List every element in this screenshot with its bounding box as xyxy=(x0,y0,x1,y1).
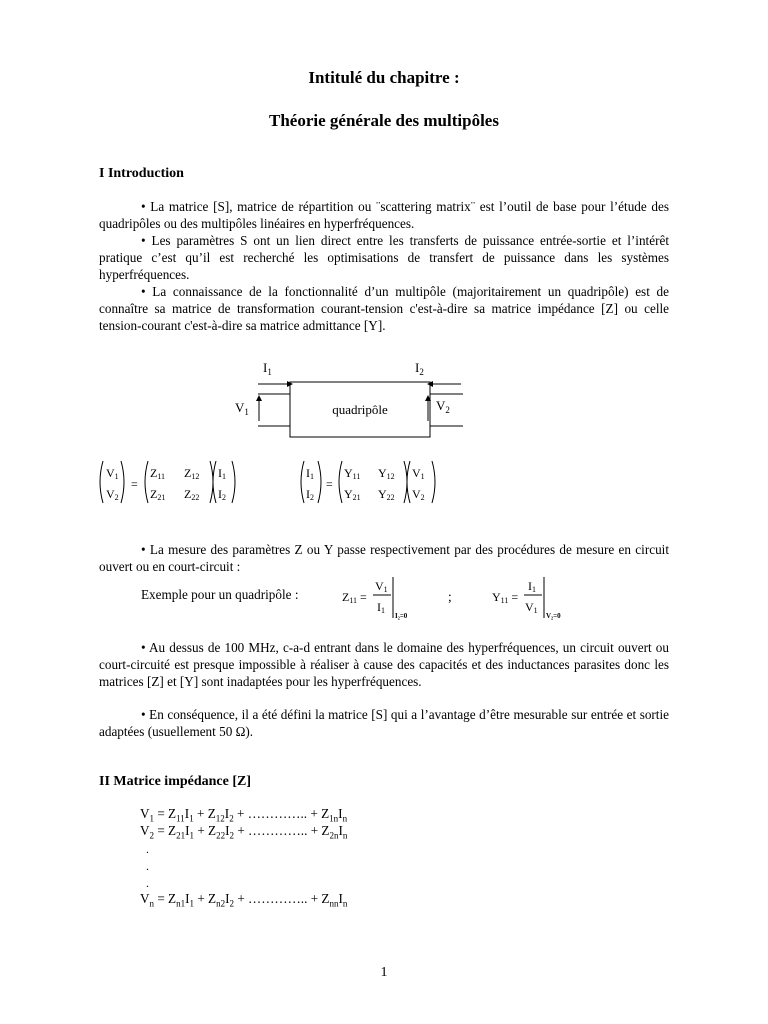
fraction-numerator: V1 xyxy=(375,579,388,594)
z-rhs-1: I1 xyxy=(218,466,226,481)
impedance-equation-n: $V_n = Z_{n1}I_1 + Z_{n2}I_2$ + ………….. + $Z_{nn}I_n$ xyxy=(140,891,348,909)
y11-cell: Y11 xyxy=(344,466,361,481)
fraction-denominator: V1 xyxy=(525,600,538,615)
ellipsis-dot: . xyxy=(146,842,149,856)
chapter-title: Théorie générale des multipôles xyxy=(269,111,499,130)
z22-cell: Z22 xyxy=(184,487,200,502)
bullet-paragraph: • En conséquence, il a été défini la matrice [S] qui a l’avantage d’être mesurable sur entrée et sortie adaptées (usuellement 50 Ω). xyxy=(99,707,669,739)
ellipsis-dot: . xyxy=(146,876,149,890)
impedance-equation-2: $V_2 = Z_{21}I_1 + Z_{22}I_2$ + ………….. + $Z_{2n}I_n$ xyxy=(140,823,348,841)
z11-cell: Z11 xyxy=(150,466,166,481)
y11-measure-formula xyxy=(490,574,575,622)
example-label: Exemple pour un quadripôle : xyxy=(141,587,299,602)
condition-i2-zero: I₂=0 xyxy=(395,612,408,620)
y-lhs-1: I1 xyxy=(306,466,314,481)
quadripole-diagram xyxy=(225,355,475,445)
section-heading-introduction: I Introduction xyxy=(99,166,184,181)
equals-sign: = xyxy=(326,477,333,491)
bullet-paragraph: • Au dessus de 100 MHz, c-a-d entrant dans le domaine des hyperfréquences, un circuit ouvert ou court-circuité est presque impossible à réaliser à cause des capacités et des inductances parasites donc les matrices [Z] et [Y] sont inadaptées pour les hyperfréquences. xyxy=(99,640,669,689)
bullet-paragraph: • Les paramètres S ont un lien direct entre les transferts de puissance entrée-sortie et l’intérêt pratique c’est qu’il est recherché les optimisations de transfert de puissance dans les systèmes hyperfréquences. xyxy=(99,233,669,282)
z-rhs-2: I2 xyxy=(218,487,226,502)
z11-lhs: Z11 = xyxy=(342,590,367,605)
z12-cell: Z12 xyxy=(184,466,200,481)
section-heading-impedance: II Matrice impédance [Z] xyxy=(99,774,252,789)
measure-paragraph xyxy=(99,541,669,575)
voltage-v1-arrowhead xyxy=(256,395,262,401)
y-matrix-equation xyxy=(298,458,448,506)
intro-paragraphs xyxy=(99,198,669,334)
chapter-label: Intitulé du chapitre : xyxy=(308,68,460,87)
ellipsis-dot: . xyxy=(146,859,149,873)
quadripole-label: quadripôle xyxy=(332,402,388,417)
fraction-denominator: I1 xyxy=(377,600,385,615)
impedance-equation-1: $V_1 = Z_{11}I_1 + Z_{12}I_2$ + ………….. + $Z_{1n}I_n$ xyxy=(140,806,348,824)
label-v1: $V_1$ xyxy=(235,400,249,417)
paragraph-s-matrix xyxy=(99,706,669,740)
y-rhs-2: V2 xyxy=(412,487,425,502)
label-v2: $V_2$ xyxy=(436,398,450,415)
y22-cell: Y22 xyxy=(378,487,395,502)
y12-cell: Y12 xyxy=(378,466,395,481)
fraction-numerator: I1 xyxy=(528,579,536,594)
separator: ; xyxy=(448,589,452,604)
z-lhs-1: V1 xyxy=(106,466,119,481)
equals-sign: = xyxy=(131,477,138,491)
bullet-paragraph: • La mesure des paramètres Z ou Y passe respectivement par des procédures de mesure en circuit ouvert ou en court-circuit : xyxy=(99,542,669,574)
label-i2: $I_2$ xyxy=(415,360,424,377)
y21-cell: Y21 xyxy=(344,487,361,502)
z-lhs-2: V2 xyxy=(106,487,119,502)
bullet-paragraph: • La matrice [S], matrice de répartition ou ¨scattering matrix¨ est l’outil de base pour l’étude des quadripôles ou des multipôles linéaires en hyperfréquences. xyxy=(99,199,669,231)
z21-cell: Z21 xyxy=(150,487,166,502)
condition-v2-zero: V₂=0 xyxy=(546,612,561,620)
z-matrix-equation xyxy=(97,458,247,506)
label-i1: $I_1$ xyxy=(263,360,272,377)
y-rhs-1: V1 xyxy=(412,466,425,481)
y11-lhs: Y11 = xyxy=(492,590,519,605)
y-lhs-2: I2 xyxy=(306,487,314,502)
paragraph-hyperfrequency xyxy=(99,639,669,690)
z11-measure-formula xyxy=(340,574,420,622)
bullet-paragraph: • La connaissance de la fonctionnalité d’un multipôle (majoritairement un quadripôle) est de connaître sa matrice de transformation courant-tension c'est-à-dire sa matrice impédance [Z] ou celle tension-courant c'est-à-dire sa matrice admittance [Y]. xyxy=(99,284,669,333)
page-number: 1 xyxy=(380,965,388,980)
